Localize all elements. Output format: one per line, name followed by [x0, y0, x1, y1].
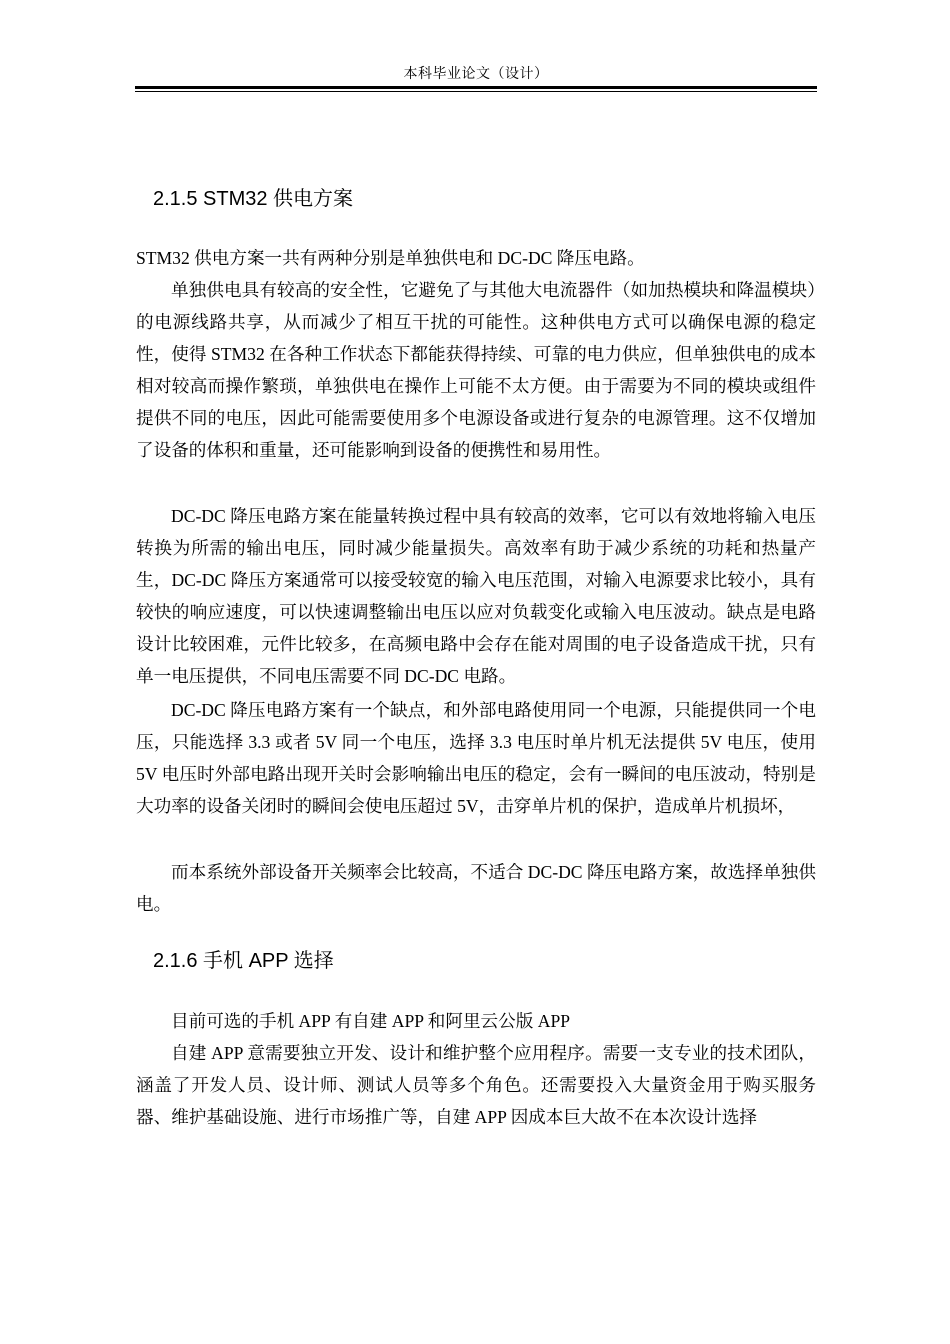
header-rule [135, 86, 817, 89]
paragraph-dcdc-drawback: DC-DC 降压电路方案有一个缺点，和外部电路使用同一个电源，只能提供同一个电压，只能选择 3.3 或者 5V 同一个电压，选择 3.3 电压时单片机无法提供 5V 电压，使用 5V 电压时外部电路出现开关时会影响输出电压的稳定，会有一瞬间的电压波动，特别是大功率的设备关闭时的瞬间会使电压超过 5V，击穿单片机的保护，造成单片机损坏， [136, 700, 816, 816]
section-heading-2-1-5: 2.1.5 STM32 供电方案 [153, 188, 354, 210]
paragraph-single-supply: 单独供电具有较高的安全性，它避免了与其他大电流器件（如加热模块和降温模块）的电源线路共享，从而减少了相互干扰的可能性。这种供电方式可以确保电源的稳定性，使得 STM32 在各种工作状态下都能获得持续、可靠的电力供应，但单独供电的成本相对较高而操作繁琐，单独供电在操作上可能不太方便。由于需要为不同的模块或组件提供不同的电压，因此可能需要使用多个电源设备或进行复杂的电源管理。这不仅增加了设备的体积和重量，还可能影响到设备的便携性和易用性。 [136, 280, 816, 460]
section-heading-2-1-6: 2.1.6 手机 APP 选择 [153, 950, 334, 972]
paragraph-intro: STM32 供电方案一共有两种分别是单独供电和 DC-DC 降压电路。 [136, 248, 645, 268]
paragraph-self-built-app: 自建 APP 意需要独立开发、设计和维护整个应用程序。需要一支专业的技术团队，涵盖了开发人员、设计师、测试人员等多个角色。还需要投入大量资金用于购买服务器、维护基础设施、进行市场推广等，自建 APP 因成本巨大故不在本次设计选择 [136, 1043, 816, 1127]
paragraph-conclusion: 而本系统外部设备开关频率会比较高，不适合 DC-DC 降压电路方案，故选择单独供电。 [136, 862, 816, 914]
page-header: 本科毕业论文（设计） [403, 67, 549, 82]
paragraph-app-options: 目前可选的手机 APP 有自建 APP 和阿里云公版 APP [171, 1011, 571, 1031]
header-rule-thin [135, 91, 817, 92]
paragraph-dcdc-advantages: DC-DC 降压电路方案在能量转换过程中具有较高的效率，它可以有效地将输入电压转换为所需的输出电压，同时减少能量损失。高效率有助于减少系统的功耗和热量产生，DC-DC 降压方案通常可以接受较宽的输入电压范围，对输入电源要求比较小，具有较快的响应速度，可以快速调整输出电压以应对负载变化或输入电压波动。缺点是电路设计比较困难，元件比较多，在高频电路中会存在能对周围的电子设备造成干扰，只有单一电压提供，不同电压需要不同 DC-DC 电路。 [136, 506, 816, 686]
